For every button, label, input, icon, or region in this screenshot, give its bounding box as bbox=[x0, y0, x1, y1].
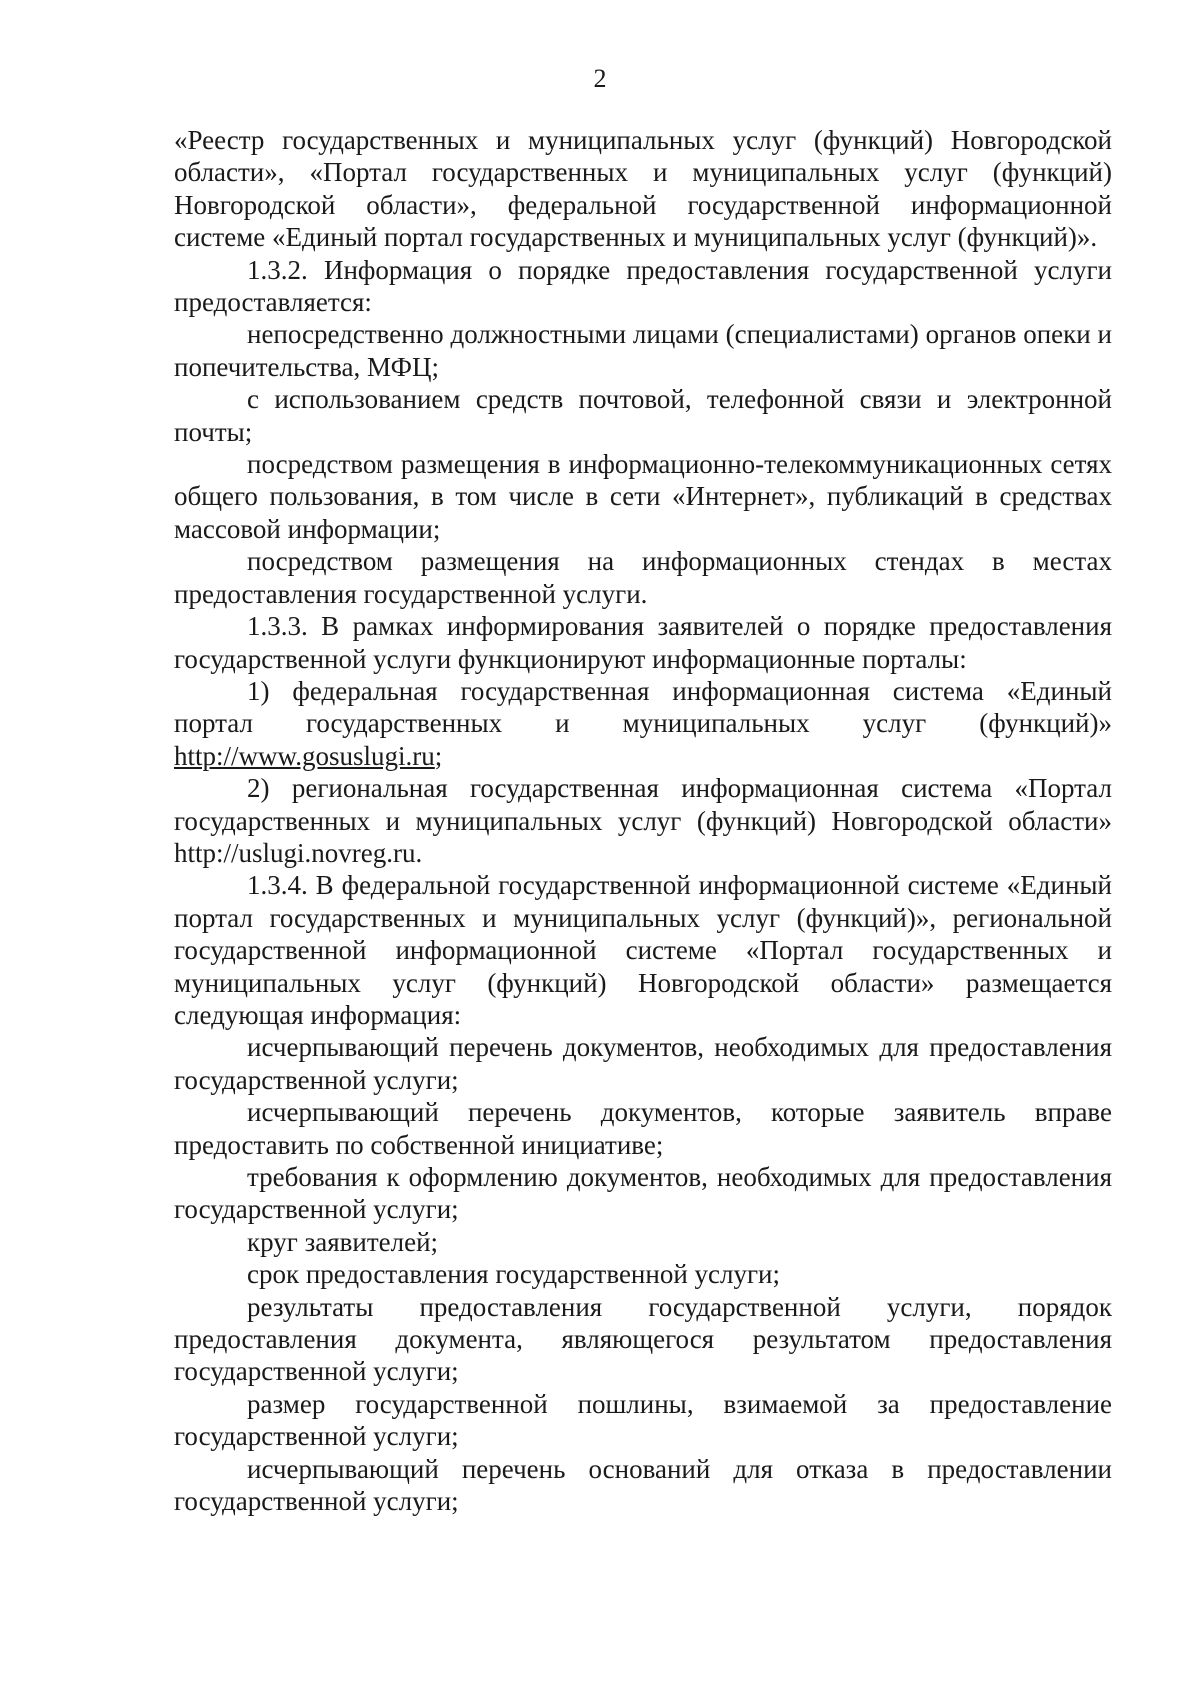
page-number: 2 bbox=[593, 64, 607, 93]
info-item-document-requirements: требования к оформлению документов, необходимых для предоставления государственной услуги; bbox=[174, 1162, 1112, 1225]
info-item-documents-optional: исчерпывающий перечень документов, которые заявитель вправе предоставить по собственной инициативе; bbox=[174, 1097, 1112, 1160]
info-item-applicants: круг заявителей; bbox=[247, 1226, 439, 1257]
info-item-documents-required: исчерпывающий перечень документов, необходимых для предоставления государственной услуги; bbox=[174, 1032, 1112, 1095]
federal-portal-text: 1) федеральная государственная информационная система «Единый портал государственных и муниципальных услуг (функций)» bbox=[174, 675, 1112, 739]
info-item-results: результаты предоставления государственной услуги, порядок предоставления документа, являющегося результатом предоставления государственной услуги; bbox=[174, 1291, 1112, 1387]
list-item-officials: непосредственно должностными лицами (специалистами) органов опеки и попечительства, МФЦ; bbox=[174, 319, 1112, 382]
federal-portal-end: ; bbox=[434, 740, 443, 771]
paragraph-1-3-4: 1.3.4. В федеральной государственной информационной системе «Единый портал государственных и муниципальных услуг (функций)», региональной государственной информационной системе «Портал государственных и муниципальных услуг (функций) Новгородской области» размещается следующая информация: bbox=[174, 870, 1112, 1030]
paragraph-1-3-2: 1.3.2. Информация о порядке предоставления государственной услуги предоставляется: bbox=[174, 254, 1112, 318]
list-item-stands: посредством размещения на информационных стендах в местах предоставления государственной услуги. bbox=[174, 546, 1112, 609]
info-item-refusal-grounds: исчерпывающий перечень оснований для отказа в предоставлении государственной услуги; bbox=[174, 1453, 1112, 1517]
paragraph-1-3-3: 1.3.3. В рамках информирования заявителей о порядке предоставления государственной услуги функционируют информационные порталы: bbox=[174, 611, 1112, 674]
paragraph-registry-continuation: «Реестр государственных и муниципальных услуг (функций) Новгородской области», «Портал государственных и муниципальных услуг (функций) Новгородской области», федеральной государственной информационной системе «Единый портал государственных и муниципальных услуг (функций)». bbox=[174, 125, 1112, 253]
list-item-networks: посредством размещения в информационно-телекоммуникационных сетях общего пользования, в том числе в сети «Интернет», публикаций в средствах массовой информации; bbox=[174, 449, 1112, 544]
gosuslugi-link[interactable]: http://www.gosuslugi.ru bbox=[174, 740, 435, 771]
list-item-communication: с использованием средств почтовой, телефонной связи и электронной почты; bbox=[174, 384, 1112, 447]
list-item-regional-portal: 2) региональная государственная информационная система «Портал государственных и муниципальных услуг (функций) Новгородской области» http://uslugi.novreg.ru. bbox=[174, 773, 1112, 868]
list-item-federal-portal bbox=[174, 675, 1112, 772]
info-item-term: срок предоставления государственной услуги; bbox=[247, 1259, 781, 1290]
info-item-fee: размер государственной пошлины, взимаемой за предоставление государственной услуги; bbox=[174, 1388, 1112, 1452]
document-body bbox=[174, 124, 1112, 1517]
